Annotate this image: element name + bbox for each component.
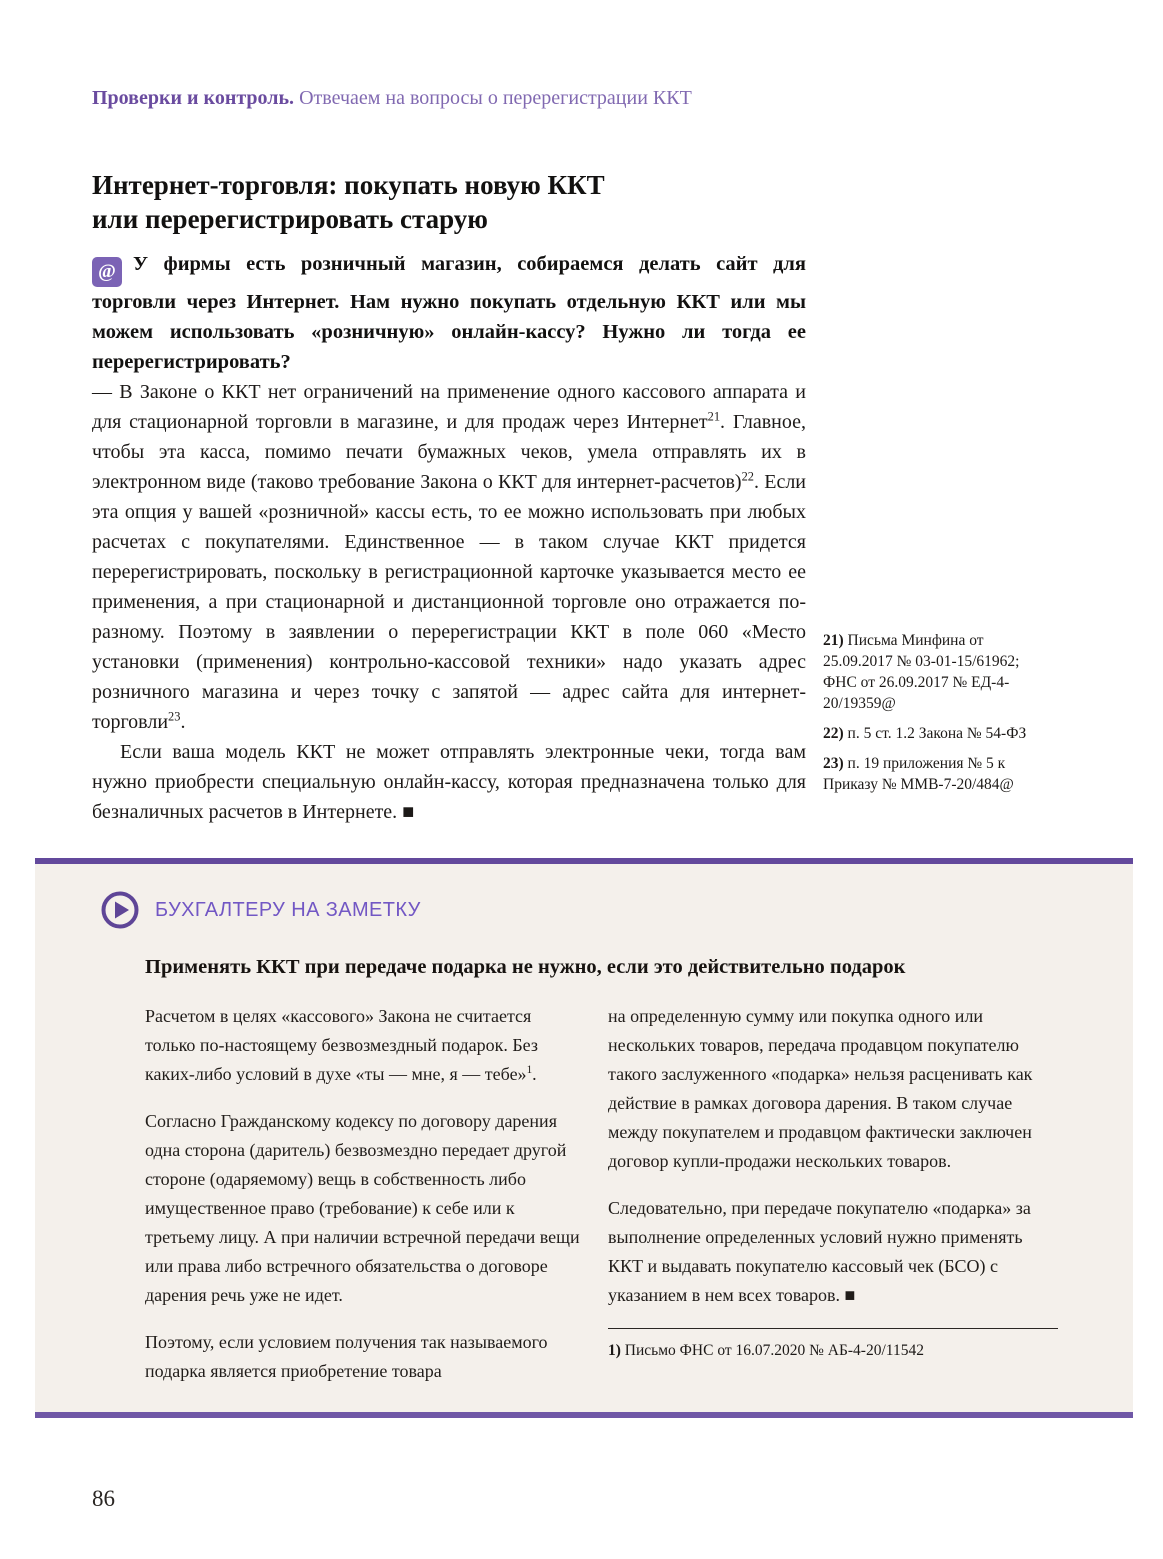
article-title [92,168,852,236]
accountant-note-box [35,858,1133,1418]
note-column-right [608,1002,1058,1386]
rubric-label: Проверки и контроль. [92,87,295,109]
footnote-ref-1: 1 [526,1064,533,1076]
sidebar-footnote-21 [823,630,1051,714]
note-kicker-label: БУХГАЛТЕРУ НА ЗАМЕТКУ [155,898,421,921]
email-at-icon: @ [92,257,122,287]
page-number: 86 [92,1486,115,1511]
note-footnote [608,1328,1058,1361]
note-kicker-row [100,890,1078,930]
footnote-text: Письмо ФНС от 16.07.2020 № АБ-4-20/11542 [620,1342,924,1359]
play-icon [100,890,140,930]
text-run: — В Законе о ККТ нет ограничений на применение одного кассового аппарата и для стационарной торговли в магазине, и для продаж через Интернет [92,381,806,433]
text-run: . Главное, чтобы эта касса, помимо печати бумажных чеков, умела отправлять их в электронном виде (таково требование Закона о ККТ для интернет-расчетов) [92,411,806,493]
answer-paragraph-1 [92,377,806,737]
footnote-ref-23: 23 [168,709,181,724]
text-run: . [180,711,186,733]
article-title-line1: Интернет-торговля: покупать новую ККТ [92,170,605,200]
note-left-paragraph-3: Поэтому, если условием получения так называемого подарка является приобретение товара [145,1332,548,1381]
question-answer-block [92,249,806,827]
sidebar-footnote-22 [823,723,1051,744]
article-title-line2: или перерегистрировать старую [92,204,488,234]
footnote-ref-22: 22 [741,469,754,484]
expert-answer [92,377,806,827]
note-left-paragraph-2: Согласно Гражданскому кодексу по договору дарения одна сторона (даритель) безвозмездно передает другой стороне (одаряемому) вещь в собственность либо имущественное право (требование) к себе или к третьему лицу. А при наличии встречной передачи вещи или права либо встречного обязательства о договоре дарения речь уже не идет. [145,1111,580,1305]
note-right-paragraph-1: на определенную сумму или покупка одного или нескольких товаров, передача продавцом покупателю такого заслуженного «подарка» нельзя расценивать как действие в рамках договора дарения. В таком случае между покупателем и продавцом фактически заключен договор купли-продажи нескольких товаров. [608,1006,1033,1171]
note-right-paragraph-2: Следовательно, при передаче покупателю «подарка» за выполнение определенных условий нужно применять ККТ и выдавать покупателю кассовый чек (БСО) с указанием в нем всех товаров. ■ [608,1198,1031,1305]
footnote-number: 21) [823,632,844,649]
sidebar-footnote-23 [823,753,1051,795]
footnote-text: п. 5 ст. 1.2 Закона № 54-ФЗ [843,725,1027,742]
answer-paragraph-2: Если ваша модель ККТ не может отправлять электронные чеки, тогда вам нужно приобрести специальную онлайн-кассу, которая предназначена только для безналичных расчетов в Интернете. ■ [92,741,806,823]
note-column-left [145,1002,582,1386]
footnote-number: 22) [823,725,844,742]
sidebar-footnotes [823,630,1051,804]
footnote-ref-21: 21 [707,409,721,424]
note-columns [145,1002,1078,1386]
running-head [92,86,692,110]
text-run: . [532,1064,537,1084]
footnote-text: п. 19 приложения № 5 к Приказу № ММВ-7-20/484@ [823,755,1014,793]
footnote-number: 23) [823,755,844,772]
question-text: У фирмы есть розничный магазин, собираемся делать сайт для торговли через Интернет. Нам нужно покупать отдельную ККТ или мы можем использовать «розничную» онлайн-кассу? Нужно ли тогда ее перерегистрировать? [92,253,806,373]
rubric-topic: Отвечаем на вопросы о перерегистрации ККТ [294,87,692,109]
note-heading: Применять ККТ при передаче подарка не нужно, если это действительно подарок [145,956,906,978]
footnote-text: Письма Минфина от 25.09.2017 № 03-01-15/61962; ФНС от 26.09.2017 № ЕД-4-20/19359@ [823,632,1020,712]
note-left-paragraph-1 [145,1002,582,1089]
reader-question [92,249,806,377]
text-run: Расчетом в целях «кассового» Закона не считается только по-настоящему безвозмездный подарок. Без каких-либо условий в духе «ты — мне, я — тебе» [145,1006,538,1084]
text-run: . Если эта опция у вашей «розничной» кассы есть, то ее можно использовать при любых расчетах с покупателями. Единственное — в таком случае ККТ придется перерегистрировать, поскольку в регистрационной карточке указывается место ее применения, а при стационарной и дистанционной торговле оно отражается по-разному. Поэтому в заявлении о перерегистрации ККТ в поле 060 «Место установки (применения) контрольно-кассовой техники» надо указать адрес розничного магазина и через точку с запятой — адрес сайта для интернет-торговли [92,471,807,733]
footnote-number: 1) [608,1342,621,1359]
